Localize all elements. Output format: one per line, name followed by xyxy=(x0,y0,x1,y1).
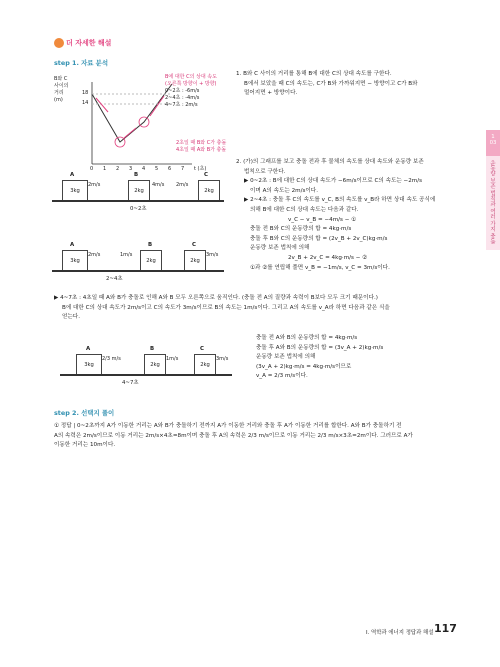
legend-title: B에 대한 C의 상대 속도 xyxy=(165,74,217,80)
scene-4-7s xyxy=(60,346,230,390)
note-line: 2초일 때 B와 C가 충돌 xyxy=(176,140,227,146)
block-a xyxy=(76,354,102,376)
text-line: ▶ 2~4초 : 충돌 후 C의 속도를 v_C, B의 속도를 v_B라 하면 상대 속도 공식에 xyxy=(244,197,436,204)
step1-title: step 1. 자료 분석 xyxy=(54,59,109,67)
legend-row: 4~7초 : 2m/s xyxy=(165,102,198,108)
x-tick: 7 xyxy=(181,166,185,172)
text-line: ①과 ②를 연립해 풀면 v_B = −1m/s, v_C = 3m/s이다. xyxy=(250,264,390,271)
velocity-c: 3m/s xyxy=(216,356,229,362)
text-line: 멀어지면 + 방향이다. xyxy=(244,90,298,97)
answer-explanation xyxy=(54,422,413,451)
explanation-3 xyxy=(54,294,390,323)
text-line: 얻는다. xyxy=(62,314,80,321)
velocity-c: 2m/s xyxy=(176,182,189,188)
velocity-b: 4m/s xyxy=(152,182,165,188)
text-line: (3v_A + 2)kg·m/s = 4kg·m/s이므로 xyxy=(256,363,352,370)
velocity-b: 1m/s xyxy=(166,356,179,362)
text-line: A의 속력은 2m/s이므로 이동 거리는 2m/s×4초=8m이며 충돌 후 A의 속력은 2/3 m/s이므로 이동 거리는 2/3 m/s×3초=2m이다. 그러므로 A가 xyxy=(54,432,413,439)
scene-2-4s xyxy=(52,242,222,286)
legend-row: 0~2초 : -6m/s xyxy=(165,88,200,94)
text-line: ▶ 4~7초 : 4초일 때 A와 B가 충돌로 인해 A와 B 모두 오른쪽으로 움직인다. (충돌 전 A의 질량과 속력이 B보다 모두 크기 때문이다.) xyxy=(54,295,378,301)
graph-note xyxy=(176,140,226,154)
graph-ylabel: B와 C 사이의 거리 (m) xyxy=(54,76,69,103)
block-c xyxy=(194,354,216,376)
x-tick: 5 xyxy=(155,166,159,172)
ground xyxy=(52,270,224,272)
text-line: 이며 A의 속도는 2m/s이다. xyxy=(250,187,318,194)
mass-c: 2kg xyxy=(200,362,210,368)
text-line: v_A = 2/3 m/s이다. xyxy=(256,373,308,380)
text-line: B에 대한 C의 상대 속도가 2m/s이고 C의 속도가 3m/s이므로 B의 속도는 1m/s이다. 그리고 A의 속도를 v_A라 하면 다음과 같은 식을 xyxy=(62,304,390,311)
text-line: ① 정답 | 0~2초까지 A가 이동한 거리는 A와 B가 충돌하기 전까지 A가 이동한 거리와 충돌 후 A가 이동한 거리를 합한다. A와 B가 충돌하기 전 xyxy=(54,423,402,429)
y-tick-18: 18 xyxy=(82,90,89,96)
x-tick: 1 xyxy=(103,166,107,172)
mass-b: 2kg xyxy=(134,188,144,194)
velocity-c: 3m/s xyxy=(206,252,219,258)
velocity-a: 2m/s xyxy=(88,182,101,188)
distance-line xyxy=(92,84,172,142)
text-line: ▶ 0~2초 : B에 대한 C의 상대 속도가 −6m/s이므로 C의 속도는 −2m/s xyxy=(244,178,423,185)
block-b xyxy=(140,250,162,272)
section-number: 03 xyxy=(489,140,497,146)
block-a xyxy=(62,250,88,272)
text-line: 운동량 보존 법칙에 의해 xyxy=(256,354,316,361)
ground xyxy=(60,374,232,376)
block-c-label: C xyxy=(204,172,208,178)
graph-legend xyxy=(165,74,217,109)
mass-a: 3kg xyxy=(84,362,94,368)
block-a-label: A xyxy=(70,172,75,178)
text-line: 의해 B에 대한 C의 상대 속도는 다음과 같다. xyxy=(250,206,359,213)
chapter-number: 1 xyxy=(491,134,495,140)
block-c xyxy=(198,180,220,202)
scene-caption: 0~2초 xyxy=(130,206,147,212)
text-line: 운동량 보존 법칙에 의해 xyxy=(250,245,310,252)
mass-c: 2kg xyxy=(190,258,200,264)
velocity-b: 1m/s xyxy=(120,252,133,258)
block-b xyxy=(144,354,166,376)
text-line: 충돌 전 B와 C의 운동량의 합 = 4kg·m/s xyxy=(250,226,352,233)
scene-caption: 4~7초 xyxy=(122,380,139,386)
text-line: 충돌 후 B와 C의 운동량의 합 = (2v_B + 2v_C)kg·m/s xyxy=(250,235,388,242)
legend-row: 2~4초 : -4m/s xyxy=(165,95,200,101)
mass-b: 2kg xyxy=(146,258,156,264)
mass-c: 2kg xyxy=(204,188,214,194)
block-c-label: C xyxy=(200,346,204,352)
block-b xyxy=(128,180,150,202)
scene-caption: 2~4초 xyxy=(106,276,123,282)
text-line: 이동한 거리는 10m이다. xyxy=(54,442,116,449)
velocity-a: 2/3 m/s xyxy=(102,356,121,362)
chapter-side-tab xyxy=(486,130,500,250)
explanation-1 xyxy=(236,70,418,99)
note-line: 4초일 때 A와 B가 충돌 xyxy=(176,147,227,153)
block-b-label: B xyxy=(150,346,155,352)
block-a-label: A xyxy=(70,242,75,248)
step2-title: step 2. 선택지 풀이 xyxy=(54,409,115,417)
ground xyxy=(52,200,224,202)
mass-b: 2kg xyxy=(150,362,160,368)
explanation-4 xyxy=(256,334,383,382)
section-header: 더 자세한 해설 xyxy=(66,39,112,47)
chapter-title: 운동량 보존 법칙과 여러 가지 충돌 xyxy=(489,160,495,245)
text-line: v_C − v_B = −4m/s − ① xyxy=(288,216,357,223)
block-c-label: C xyxy=(192,242,196,248)
text-line: 법칙으로 구한다. xyxy=(244,168,286,175)
footer-text: I. 역학과 에너지 정답과 해설 xyxy=(366,630,434,636)
x-tick: 6 xyxy=(168,166,172,172)
text-line: 2. (가)의 그래프를 보고 충돌 전과 후 물체의 속도를 상대 속도와 운동량 보존 xyxy=(236,159,424,165)
block-a xyxy=(62,180,88,202)
text-line: 2v_B + 2v_C = 4kg·m/s − ② xyxy=(288,254,368,261)
x-axis-unit: t (초) xyxy=(194,166,207,172)
block-b-label: B xyxy=(148,242,153,248)
legend-sub: (오른쪽 방향이 + 방향) xyxy=(165,81,217,87)
x-tick: 2 xyxy=(116,166,120,172)
text-line: 충돌 전 A와 B의 운동량의 합 = 4kg·m/s xyxy=(256,335,358,341)
text-line: B에서 보았을 때 C의 속도는, C가 B와 가까워지면 − 방향이고 C가 B와 xyxy=(244,80,418,87)
page-number: 117 xyxy=(434,622,457,635)
x-tick: 3 xyxy=(129,166,133,172)
text-line: 1. B와 C 사이의 거리를 통해 B에 대한 C의 상대 속도를 구한다. xyxy=(236,71,392,77)
chapter-tab-bar xyxy=(486,130,500,156)
x-tick: 0 xyxy=(90,166,94,172)
mass-a: 3kg xyxy=(70,258,80,264)
x-tick: 4 xyxy=(142,166,146,172)
text-line: 충돌 후 A와 B의 운동량의 합 = (3v_A + 2)kg·m/s xyxy=(256,344,384,351)
block-b-label: B xyxy=(134,172,139,178)
scene-0-2s xyxy=(52,172,222,216)
mass-a: 3kg xyxy=(70,188,80,194)
explanation-2 xyxy=(236,158,435,273)
y-tick-14: 14 xyxy=(82,100,89,106)
velocity-a: 2m/s xyxy=(88,252,101,258)
block-a-label: A xyxy=(86,346,91,352)
header-mascot-icon xyxy=(54,38,64,48)
block-c xyxy=(184,250,206,272)
